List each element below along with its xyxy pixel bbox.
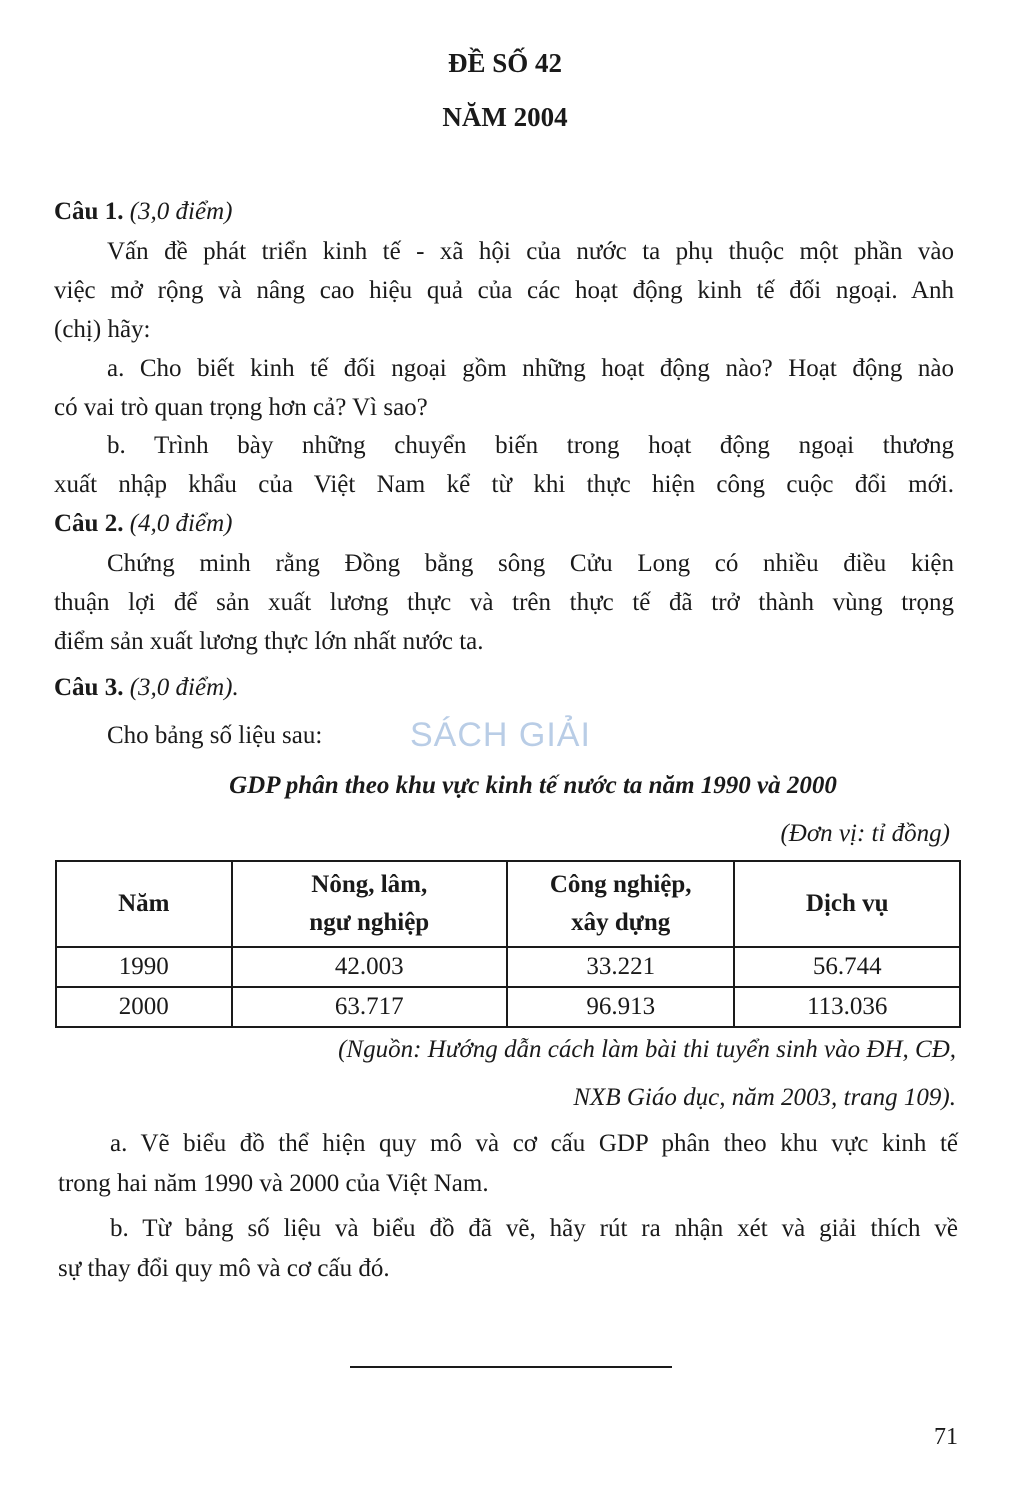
- q3-heading: [54, 674, 239, 702]
- header-services: Dịch vụ: [734, 861, 960, 947]
- page-number: 71: [934, 1424, 958, 1450]
- source-line-1: (Nguồn: Hướng dẫn cách làm bài thi tuyển sinh vào ĐH, CĐ,: [338, 1036, 956, 1063]
- q3-intro: Cho bảng số liệu sau:: [107, 722, 323, 749]
- watermark-logo: SÁCH GIẢI: [410, 716, 591, 754]
- cell-agriculture: 63.717: [232, 987, 507, 1027]
- q2-line-2: thuận lợi để sản xuất lương thực và trên thực tế đã trở thành vùng trọng: [54, 589, 954, 616]
- q2-points: (4,0 điểm): [129, 510, 233, 537]
- header-year: Năm: [56, 861, 232, 947]
- end-rule: [350, 1366, 672, 1368]
- header-industry: Công nghiệp, xây dựng: [507, 861, 735, 947]
- q1-label: Câu 1.: [54, 198, 124, 225]
- source-line-2: NXB Giáo dục, năm 2003, trang 109).: [573, 1084, 956, 1111]
- q1-intro-line-2: việc mở rộng và nâng cao hiệu quả của các hoạt động kinh tế đối ngoại. Anh: [54, 277, 954, 304]
- q1-points: (3,0 điểm): [129, 198, 233, 225]
- q3-points: (3,0 điểm).: [129, 674, 239, 701]
- gdp-table: [55, 860, 961, 1028]
- cell-services: 113.036: [734, 987, 960, 1027]
- table-header-row: [56, 861, 960, 947]
- q1-intro-line-3: (chị) hãy:: [54, 316, 151, 343]
- q1-heading: [54, 198, 232, 226]
- cell-industry: 33.221: [507, 947, 735, 987]
- cell-year: 2000: [56, 987, 232, 1027]
- q1-a-line-2: có vai trò quan trọng hơn cả? Vì sao?: [54, 394, 428, 421]
- q2-heading: [54, 510, 232, 538]
- q2-label: Câu 2.: [54, 510, 124, 537]
- q1-b-line-2: xuất nhập khẩu của Việt Nam kể từ khi thực hiện công cuộc đổi mới.: [54, 471, 954, 498]
- q1-intro-line-1: Vấn đề phát triển kinh tế - xã hội của nước ta phụ thuộc một phần vào: [107, 238, 954, 265]
- table-unit: (Đơn vị: tỉ đồng): [780, 820, 950, 847]
- q1-a-line-1: a. Cho biết kinh tế đối ngoại gồm những hoạt động nào? Hoạt động nào: [107, 355, 954, 382]
- table-title: GDP phân theo khu vực kinh tế nước ta năm 1990 và 2000: [229, 772, 837, 799]
- q3-b-line-2: sự thay đổi quy mô và cơ cấu đó.: [58, 1255, 390, 1282]
- q3-label: Câu 3.: [54, 674, 124, 701]
- q1-b-line-1: b. Trình bày những chuyển biến trong hoạt động ngoại thương: [107, 432, 954, 459]
- q2-line-1: Chứng minh rằng Đồng bằng sông Cửu Long có nhiều điều kiện: [107, 550, 954, 577]
- table-row: [56, 947, 960, 987]
- cell-year: 1990: [56, 947, 232, 987]
- q3-a-line-1: a. Vẽ biểu đồ thể hiện quy mô và cơ cấu GDP phân theo khu vực kinh tế: [110, 1130, 958, 1157]
- table-row: [56, 987, 960, 1027]
- q3-a-line-2: trong hai năm 1990 và 2000 của Việt Nam.: [58, 1170, 489, 1197]
- exam-number-title: ĐỀ SỐ 42: [447, 48, 563, 78]
- header-agriculture: Nông, lâm, ngư nghiệp: [232, 861, 507, 947]
- q2-line-3: điểm sản xuất lương thực lớn nhất nước ta.: [54, 628, 484, 655]
- q3-b-line-1: b. Từ bảng số liệu và biểu đồ đã vẽ, hãy rút ra nhận xét và giải thích về: [110, 1215, 958, 1242]
- exam-year-title: NĂM 2004: [442, 102, 568, 132]
- cell-agriculture: 42.003: [232, 947, 507, 987]
- cell-services: 56.744: [734, 947, 960, 987]
- cell-industry: 96.913: [507, 987, 735, 1027]
